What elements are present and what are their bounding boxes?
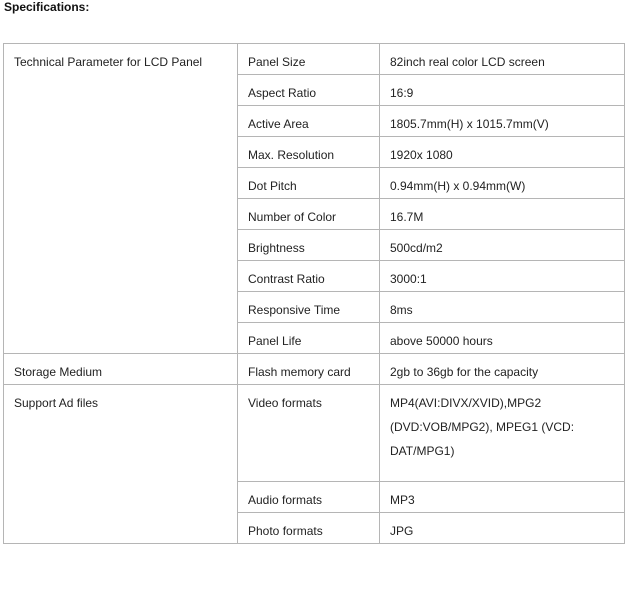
value-text: above 50000 hours	[390, 334, 493, 348]
value-cell	[380, 44, 625, 75]
value-text: 3000:1	[390, 272, 427, 286]
parameter-cell	[238, 261, 380, 292]
parameter-label: Panel Life	[248, 334, 302, 348]
value-cell	[380, 513, 625, 544]
value-text: MP4(AVI:DIVX/XVID),MPG2 (DVD:VOB/MPG2), MPEG1 (VCD: DAT/MPG1)	[390, 396, 575, 458]
parameter-label: Number of Color	[248, 210, 337, 224]
value-text: 1805.7mm(H) x 1015.7mm(V)	[390, 117, 549, 131]
value-cell	[380, 199, 625, 230]
value-cell	[380, 261, 625, 292]
parameter-cell	[238, 75, 380, 106]
category-cell	[4, 44, 238, 354]
value-cell	[380, 106, 625, 137]
value-cell	[380, 354, 625, 385]
value-text: 16:9	[390, 86, 414, 100]
parameter-label: Panel Size	[248, 55, 306, 69]
parameter-label: Aspect Ratio	[248, 86, 317, 100]
parameter-label: Dot Pitch	[248, 179, 297, 193]
value-text: 8ms	[390, 303, 413, 317]
parameter-cell	[238, 292, 380, 323]
value-text: 16.7M	[390, 210, 424, 224]
value-text: MP3	[390, 493, 415, 507]
value-text: 500cd/m2	[390, 241, 443, 255]
parameter-cell	[238, 354, 380, 385]
parameter-cell	[238, 230, 380, 261]
value-text: 0.94mm(H) x 0.94mm(W)	[390, 179, 526, 193]
specifications-table	[3, 43, 625, 544]
value-text: 1920x 1080	[390, 148, 453, 162]
value-text: 82inch real color LCD screen	[390, 55, 545, 69]
parameter-label: Max. Resolution	[248, 148, 335, 162]
parameter-cell	[238, 482, 380, 513]
parameter-label: Video formats	[248, 396, 322, 410]
parameter-cell	[238, 106, 380, 137]
category-label: Support Ad files	[14, 396, 99, 410]
value-cell	[380, 230, 625, 261]
value-text: 2gb to 36gb for the capacity	[390, 365, 539, 379]
value-cell	[380, 482, 625, 513]
parameter-label: Brightness	[248, 241, 305, 255]
table-row	[4, 44, 625, 75]
parameter-label: Audio formats	[248, 493, 323, 507]
value-cell	[380, 137, 625, 168]
value-text: JPG	[390, 524, 414, 538]
parameter-label: Active Area	[248, 117, 309, 131]
value-cell	[380, 292, 625, 323]
parameter-label: Flash memory card	[248, 365, 351, 379]
category-label: Technical Parameter for LCD Panel	[14, 55, 203, 69]
category-cell	[4, 354, 238, 385]
value-cell	[380, 385, 625, 482]
page-heading: Specifications:	[4, 0, 90, 14]
parameter-label: Responsive Time	[248, 303, 341, 317]
parameter-cell	[238, 44, 380, 75]
table-row	[4, 354, 625, 385]
table-row	[4, 385, 625, 482]
parameter-cell	[238, 137, 380, 168]
parameter-cell	[238, 199, 380, 230]
value-cell	[380, 75, 625, 106]
parameter-label: Photo formats	[248, 524, 323, 538]
value-cell	[380, 168, 625, 199]
parameter-cell	[238, 323, 380, 354]
parameter-cell	[238, 385, 380, 482]
category-cell	[4, 385, 238, 544]
parameter-cell	[238, 168, 380, 199]
category-label: Storage Medium	[14, 365, 103, 379]
parameter-cell	[238, 513, 380, 544]
value-cell	[380, 323, 625, 354]
parameter-label: Contrast Ratio	[248, 272, 325, 286]
